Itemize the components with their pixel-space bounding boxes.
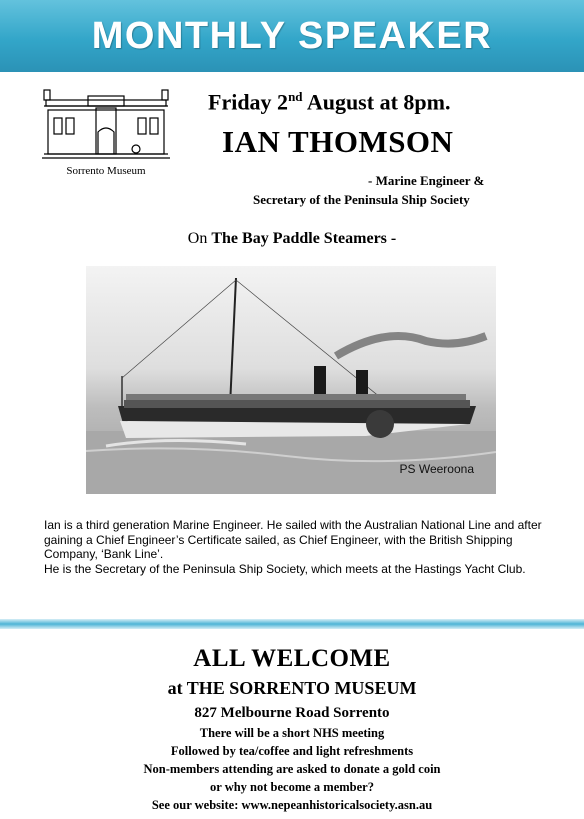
bio-paragraph: He is the Secretary of the Peninsula Ship Society, which meets at the Hastings Yacht Club. [44, 561, 526, 576]
date-prefix: Friday 2 [208, 89, 289, 115]
header-banner [0, 0, 584, 72]
date-suffix: August at 8pm. [302, 89, 451, 115]
topic-prefix: On [187, 230, 212, 247]
welcome-heading: ALL WELCOME [193, 645, 391, 672]
photo-caption: PS Weeroona [399, 462, 474, 476]
paddle-steamer-photo [86, 266, 496, 494]
info-line: or why not become a member? [210, 780, 374, 794]
bio-paragraph: Ian is a third generation Marine Engineer. He sailed with the Australian National Line and after gaining a Chief Engineer’s Certificate sailed, as Chief Engineer, with the British Shipping Company, ‘Bank Line’. [44, 518, 542, 561]
museum-building-icon [40, 86, 172, 164]
website-line: See our website: www.nepeanhistoricalsociety.asn.au [151, 798, 433, 812]
logo-caption: Sorrento Museum [66, 165, 146, 177]
speaker-bio [44, 518, 544, 576]
info-line: There will be a short NHS meeting [199, 726, 385, 740]
steamer-icon [86, 266, 496, 494]
info-line: Followed by tea/coffee and light refreshments [170, 744, 414, 758]
event-date [208, 89, 450, 115]
venue-line: at THE SORRENTO MUSEUM [167, 678, 417, 698]
talk-topic [0, 230, 584, 248]
topic-title: The Bay Paddle Steamers - [211, 230, 397, 247]
section-divider [0, 619, 584, 629]
date-ordinal: nd [288, 89, 303, 104]
speaker-role-line1: - Marine Engineer & [368, 173, 485, 188]
speaker-role-line2: Secretary of the Peninsula Ship Society [253, 192, 470, 207]
speaker-name: IAN THOMSON [222, 124, 454, 159]
info-line: Non-members attending are asked to donate a gold coin [143, 762, 441, 776]
address-line: 827 Melbourne Road Sorrento [194, 705, 390, 721]
page-title: MONTHLY SPEAKER [91, 14, 493, 57]
museum-logo [40, 86, 172, 177]
